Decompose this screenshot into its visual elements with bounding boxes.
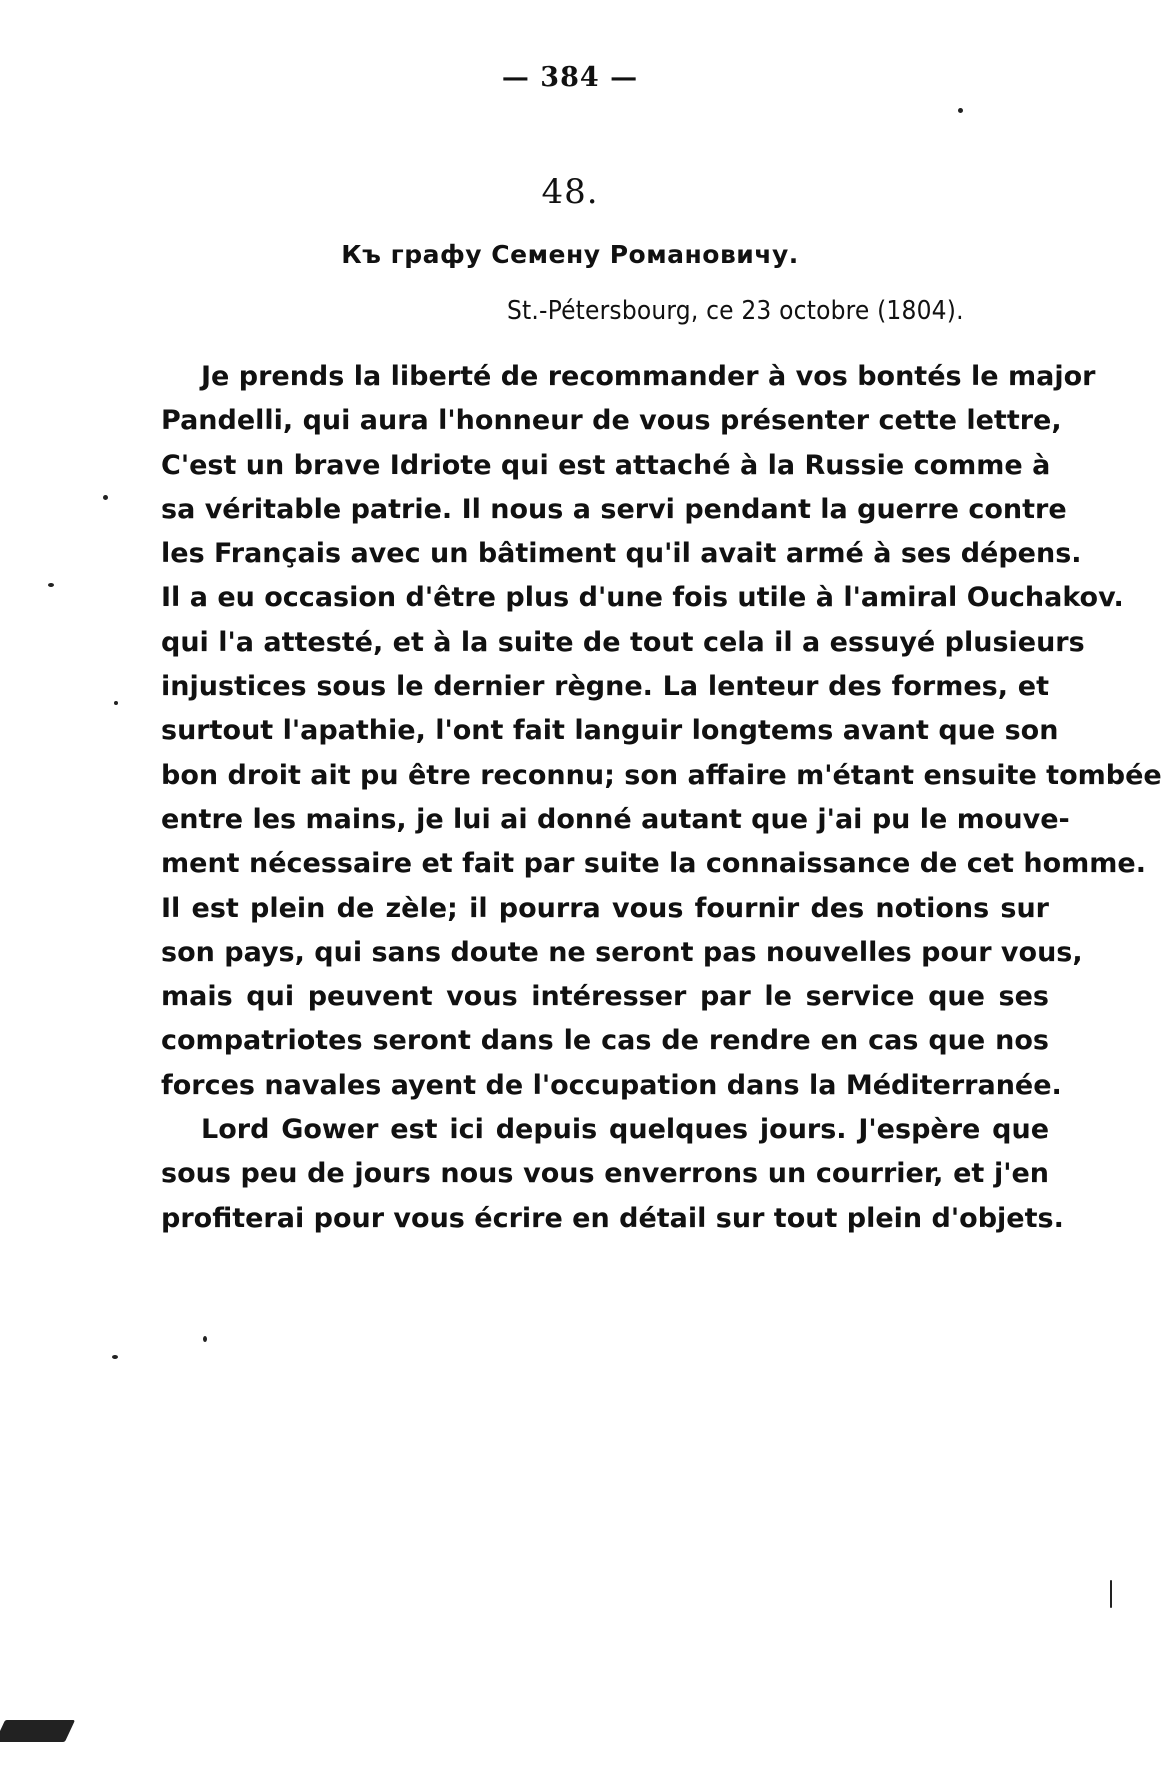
body-line: compatriotes seront dans le cas de rendre en cas que nos — [161, 1025, 1049, 1057]
body-line: Pandelli, qui aura l'honneur de vous présenter cette lettre, — [161, 405, 1062, 437]
body-line: son pays, qui sans doute ne seront pas nouvelles pour vous, — [161, 936, 1083, 968]
body-line: les Français avec un bâtiment qu'il avait armé à ses dépens. — [161, 538, 1082, 570]
body-line: Il est plein de zèle; il pourra vous fournir des notions sur — [161, 892, 1049, 924]
body-line: Il a eu occasion d'être plus d'une fois utile à l'amiral Ouchakov. — [161, 582, 1124, 614]
scan-speck — [103, 495, 108, 500]
scan-speck — [48, 583, 54, 587]
scan-speck — [114, 701, 118, 705]
body-line: C'est un brave Idriote qui est attaché à la Russie comme à — [161, 449, 1051, 481]
letter-body — [161, 355, 1162, 1241]
scan-speck — [112, 1355, 118, 1359]
body-line: ment nécessaire et fait par suite la connaissance de cet homme. — [161, 848, 1146, 880]
scan-speck — [958, 108, 963, 113]
page-number: — 384 — — [501, 62, 639, 93]
letter-addressee: Къ графу Семену Романовичу. — [341, 240, 799, 269]
body-line: Lord Gower est ici depuis quelques jours. J'espère que — [201, 1114, 1049, 1146]
body-line: forces navales ayent de l'occupation dans la Méditerranée. — [161, 1069, 1062, 1101]
body-line: qui l'a attesté, et à la suite de tout cela il a essuyé plusieurs — [161, 626, 1085, 658]
body-line: injustices sous le dernier règne. La lenteur des formes, et — [161, 671, 1049, 703]
body-line: surtout l'apathie, l'ont fait languir longtems avant que son — [161, 715, 1059, 747]
body-line: entre les mains, je lui ai donné autant que j'ai pu le mouve- — [161, 803, 1070, 835]
body-line: profiterai pour vous écrire en détail sur tout plein d'objets. — [161, 1202, 1064, 1234]
body-line: sous peu de jours nous vous enverrons un courrier, et j'en — [161, 1158, 1049, 1190]
letter-number: 48. — [541, 172, 599, 212]
scan-speck — [203, 1336, 207, 1342]
body-line: bon droit ait pu être reconnu; son affaire m'étant ensuite tombée — [161, 759, 1162, 791]
body-line: sa véritable patrie. Il nous a servi pendant la guerre contre — [161, 493, 1067, 525]
scan-speck — [1110, 1580, 1112, 1608]
body-line: Je prends la liberté de recommander à vos bontés le major — [201, 361, 1096, 392]
body-line: mais qui peuvent vous intéresser par le service que ses — [161, 981, 1049, 1013]
letter-dateline: St.-Pétersbourg, ce 23 octobre (1804). — [507, 296, 964, 326]
scan-speck — [0, 1720, 75, 1742]
